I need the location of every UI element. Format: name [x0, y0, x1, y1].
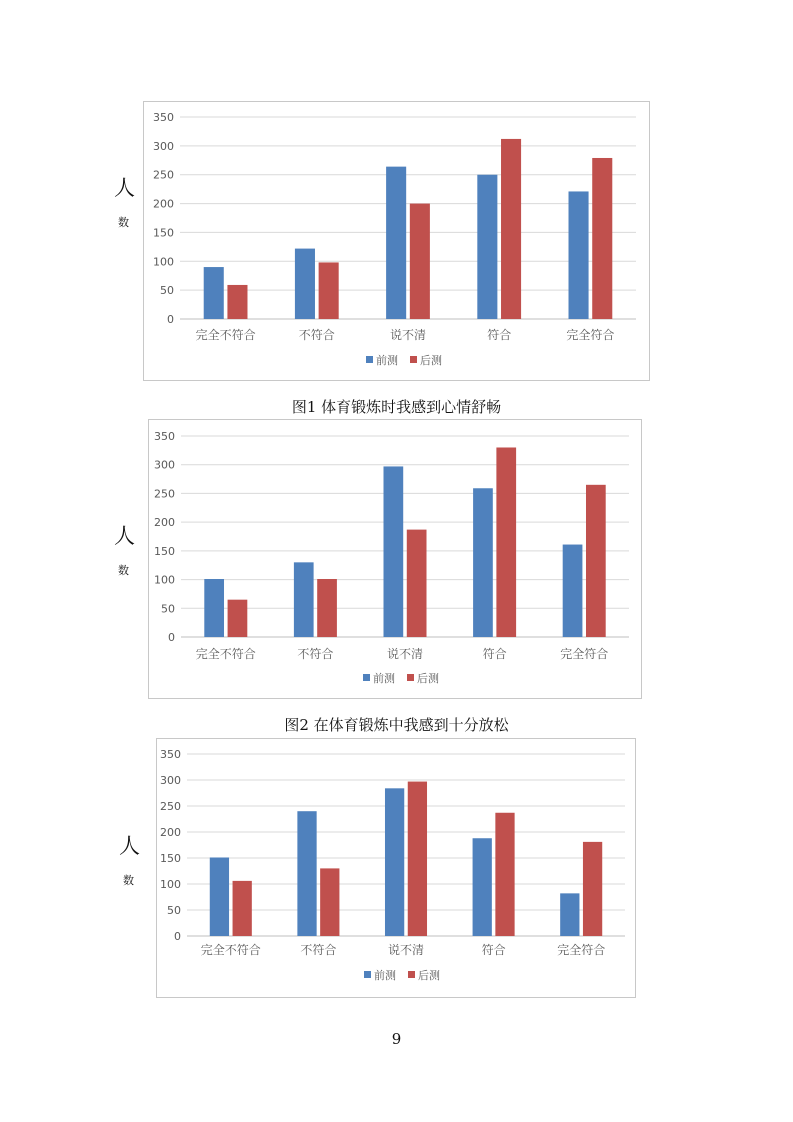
- chart1-bar-post: [592, 158, 612, 319]
- chart3-category-label: 完全不符合: [200, 943, 261, 957]
- page-number: 9: [391, 1030, 402, 1048]
- chart2-bar-post: [228, 600, 248, 637]
- chart3-bar-pre: [560, 893, 579, 936]
- chart1-legend-swatch-pre: [366, 356, 373, 363]
- chart2-caption: 图2 在体育锻炼中我感到十分放松: [284, 716, 509, 734]
- chart3-bar-pre: [385, 788, 404, 936]
- chart3-legend-label-post: 后测: [418, 969, 440, 982]
- chart1-legend-label-pre: 前测: [376, 354, 398, 367]
- chart3-category-label: 说不清: [387, 943, 425, 957]
- chart2-legend-label-post: 后测: [417, 672, 439, 685]
- chart3-ylabel-top: 人: [119, 834, 140, 858]
- chart2-bar-pre: [383, 466, 403, 637]
- chart1-category-label: 符合: [487, 328, 512, 342]
- chart1-ylabel-bottom: 数: [118, 216, 129, 229]
- chart1-category-label: 说不清: [389, 328, 427, 342]
- chart1-legend-label-post: 后测: [420, 354, 442, 367]
- chart2-legend-swatch-post: [407, 674, 414, 681]
- chart2-bar-post: [407, 530, 427, 637]
- chart2-category-label: 不符合: [297, 647, 334, 661]
- chart1-ytick-label: 150: [153, 226, 174, 240]
- chart1-bar-post: [227, 285, 247, 319]
- chart3-category-label: 完全符合: [557, 943, 606, 957]
- chart3-bar-pre: [473, 838, 492, 936]
- chart1-category-label: 不符合: [298, 328, 335, 342]
- chart2-ytick-label: 350: [154, 430, 175, 443]
- chart3-ylabel-bottom: 数: [123, 874, 134, 887]
- chart1-ytick-label: 100: [153, 255, 174, 269]
- chart1-ytick-label: 250: [153, 168, 174, 182]
- chart2-ylabel-bottom: 数: [118, 564, 129, 577]
- chart1-category-label: 完全符合: [566, 328, 615, 342]
- chart3-legend-swatch-pre: [364, 971, 371, 978]
- chart3-bar-pre: [210, 857, 229, 936]
- chart3-ytick-label: 150: [160, 852, 181, 865]
- chart1-bar-post: [410, 204, 430, 319]
- chart1-ytick-label: 0: [167, 313, 174, 326]
- chart2-legend-swatch-pre: [363, 674, 370, 681]
- chart2-ytick-label: 100: [154, 573, 175, 587]
- chart3-bar-post: [495, 813, 514, 936]
- chart3-frame: [156, 738, 636, 998]
- chart2-bar-pre: [294, 562, 314, 637]
- chart1-bar-post: [319, 262, 339, 319]
- chart3-bar-post: [320, 868, 339, 936]
- chart3-ytick-label: 250: [160, 800, 181, 813]
- chart1-ytick-label: 350: [153, 111, 174, 124]
- chart2-bar-pre: [563, 545, 583, 637]
- chart2-ytick-label: 300: [154, 458, 175, 472]
- chart3-bar-post: [583, 842, 602, 936]
- chart2-ytick-label: 50: [161, 602, 175, 616]
- chart1-bar-pre: [295, 249, 315, 319]
- chart3-legend-label-pre: 前测: [374, 969, 396, 982]
- chart1-caption: 图1 体育锻炼时我感到心情舒畅: [291, 398, 502, 416]
- chart1-frame: [143, 101, 650, 381]
- chart3-bar-pre: [297, 811, 316, 936]
- chart3-ytick-label: 0: [174, 930, 181, 943]
- chart2-bar-pre: [473, 488, 493, 637]
- chart2-ytick-label: 150: [154, 544, 175, 558]
- chart2-bar-post: [586, 485, 606, 637]
- chart2-ylabel-top: 人: [114, 524, 135, 548]
- chart1-bar-post: [501, 139, 521, 319]
- chart3-svg: [157, 739, 637, 999]
- chart1-bar-pre: [204, 267, 224, 319]
- chart2-legend-label-pre: 前测: [373, 672, 395, 685]
- chart3-ytick-label: 50: [167, 904, 181, 917]
- chart1-ytick-label: 200: [153, 197, 174, 211]
- chart2-category-label: 完全符合: [560, 647, 609, 661]
- chart1-ylabel-top: 人: [114, 176, 135, 200]
- chart1-svg: [144, 102, 651, 382]
- chart3-ytick-label: 200: [160, 826, 181, 839]
- chart1-bar-pre: [386, 167, 406, 319]
- chart2-category-label: 完全不符合: [195, 647, 256, 661]
- chart3-ytick-label: 300: [160, 774, 181, 787]
- chart2-ytick-label: 0: [168, 631, 175, 644]
- chart3-bar-post: [408, 782, 427, 936]
- chart2-bar-post: [317, 579, 337, 637]
- chart3-category-label: 不符合: [300, 943, 337, 957]
- chart1-bar-pre: [569, 191, 589, 319]
- chart1-category-label: 完全不符合: [195, 328, 256, 342]
- chart3-bar-post: [233, 881, 252, 936]
- chart2-svg: [149, 420, 643, 700]
- chart2-category-label: 说不清: [386, 647, 424, 661]
- chart3-ytick-label: 100: [160, 878, 181, 891]
- chart2-ytick-label: 250: [154, 487, 175, 501]
- chart1-bar-pre: [477, 175, 497, 319]
- chart2-frame: [148, 419, 642, 699]
- chart3-ytick-label: 350: [160, 748, 181, 761]
- chart1-ytick-label: 300: [153, 139, 174, 153]
- chart3-category-label: 符合: [481, 943, 506, 957]
- chart2-category-label: 符合: [482, 647, 507, 661]
- chart2-bar-pre: [204, 579, 224, 637]
- chart3-legend-swatch-post: [408, 971, 415, 978]
- chart2-bar-post: [496, 447, 516, 637]
- chart2-ytick-label: 200: [154, 516, 175, 530]
- chart1-legend-swatch-post: [410, 356, 417, 363]
- chart1-ytick-label: 50: [160, 284, 174, 298]
